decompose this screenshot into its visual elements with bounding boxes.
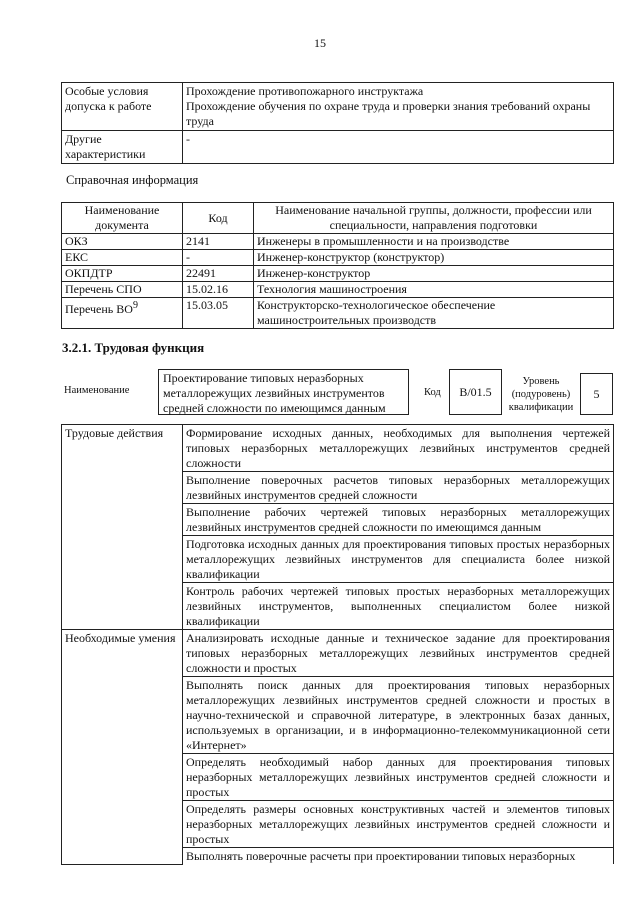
function-heading: 3.2.1. Трудовая функция — [62, 340, 205, 355]
ref-name: Инженеры в промышленности и на производстве — [254, 234, 614, 250]
skill-item: Определять необходимый набор данных для проектирования типовых неразборных металлорежущих лезвийных инструментов средней сложности и простых — [183, 754, 614, 801]
function-details-table — [61, 424, 614, 865]
skill-item: Анализировать исходные данные и техническое задание для проектирования типовых неразборных металлорежущих лезвийных инструментов средней сложности и простых — [183, 630, 614, 677]
ref-doc: ОКПДТР — [62, 266, 183, 282]
table-header-row — [62, 203, 614, 234]
labor-action-item: Выполнение рабочих чертежей типовых неразборных металлорежущих лезвийных инструментов средней сложности по имеющимся данным — [183, 504, 614, 536]
skill-item: Выполнять поверочные расчеты при проектировании типовых неразборных — [183, 848, 614, 865]
conditions-label: Особые условия допуска к работе — [62, 83, 183, 131]
table-row — [62, 83, 614, 131]
qualification-level-label: Уровень (подуровень) квалификации — [508, 376, 574, 413]
function-name-box: Проектирование типовых неразборных металлорежущих лезвийных инструментов средней сложности по имеющимся данным — [158, 369, 409, 415]
qualification-level-box: 5 — [580, 373, 613, 415]
section-label-required-skills: Необходимые умения — [62, 630, 183, 865]
table-row — [62, 234, 614, 250]
ref-code: 22491 — [183, 266, 254, 282]
header-name: Наименование начальной группы, должности, профессии или специальности, направления подготовки — [254, 203, 614, 234]
ref-name: Конструкторско-технологическое обеспечение машиностроительных производств — [254, 298, 614, 329]
conditions-value — [183, 83, 614, 131]
ref-code: 2141 — [183, 234, 254, 250]
header-document: Наименование документа — [62, 203, 183, 234]
table-row — [62, 250, 614, 266]
other-characteristics-label: Другие характеристики — [62, 131, 183, 164]
reference-heading: Справочная информация — [66, 173, 199, 187]
other-characteristics-value: - — [183, 131, 614, 164]
ref-doc: Перечень СПО — [62, 282, 183, 298]
skill-item: Определять размеры основных конструктивных частей и элементов типовых неразборных металлорежущих лезвийных инструментов средней сложности и простых — [183, 801, 614, 848]
ref-doc: ОКЗ — [62, 234, 183, 250]
ref-code: 15.03.05 — [183, 298, 254, 329]
ref-name: Технология машиностроения — [254, 282, 614, 298]
table-row — [62, 282, 614, 298]
ref-code: 15.02.16 — [183, 282, 254, 298]
ref-name: Инженер-конструктор (конструктор) — [254, 250, 614, 266]
condition-line: Прохождение противопожарного инструктажа — [186, 84, 424, 98]
ref-name: Инженер-конструктор — [254, 266, 614, 282]
ref-doc: ЕКС — [62, 250, 183, 266]
section-label-labor-actions: Трудовые действия — [62, 425, 183, 630]
ref-code: - — [183, 250, 254, 266]
footnote-marker: 9 — [132, 300, 138, 311]
condition-line: Прохождение обучения по охране труда и проверки знания требований охраны труда — [186, 99, 591, 128]
labor-action-item: Выполнение поверочных расчетов типовых неразборных металлорежущих лезвийных инструментов средней сложности — [183, 472, 614, 504]
table-row — [62, 425, 614, 472]
page-number: 15 — [314, 36, 326, 50]
table-row — [62, 298, 614, 329]
labor-action-item: Подготовка исходных данных для проектирования типовых простых неразборных металлорежущих лезвийных инструментов для специалиста более низкой квалификации — [183, 536, 614, 583]
skill-item: Выполнять поиск данных для проектирования типовых неразборных металлорежущих лезвийных инструментов средней сложности и простых в научно-технической и справочной литературе, в электронных базах данных, используемых в организации, и в информационно-телекоммуникационной сети «Интернет» — [183, 677, 614, 754]
labor-action-item: Контроль рабочих чертежей типовых простых неразборных металлорежущих лезвийных инструментов, выполненных специалистом более низкой квалификации — [183, 583, 614, 630]
ref-doc — [62, 298, 183, 329]
conditions-table — [61, 82, 614, 164]
function-name-label: Наименование — [64, 385, 130, 396]
labor-action-item: Формирование исходных данных, необходимых для выполнения чертежей типовых неразборных металлорежущих лезвийных инструментов средней сложности — [183, 425, 614, 472]
table-row — [62, 266, 614, 282]
function-code-label: Код — [424, 387, 441, 398]
table-row — [62, 630, 614, 677]
function-code-box: B/01.5 — [449, 369, 502, 415]
table-row — [62, 131, 614, 164]
header-code: Код — [183, 203, 254, 234]
ref-doc-text: Перечень ВО — [65, 302, 133, 316]
reference-table — [61, 202, 614, 329]
